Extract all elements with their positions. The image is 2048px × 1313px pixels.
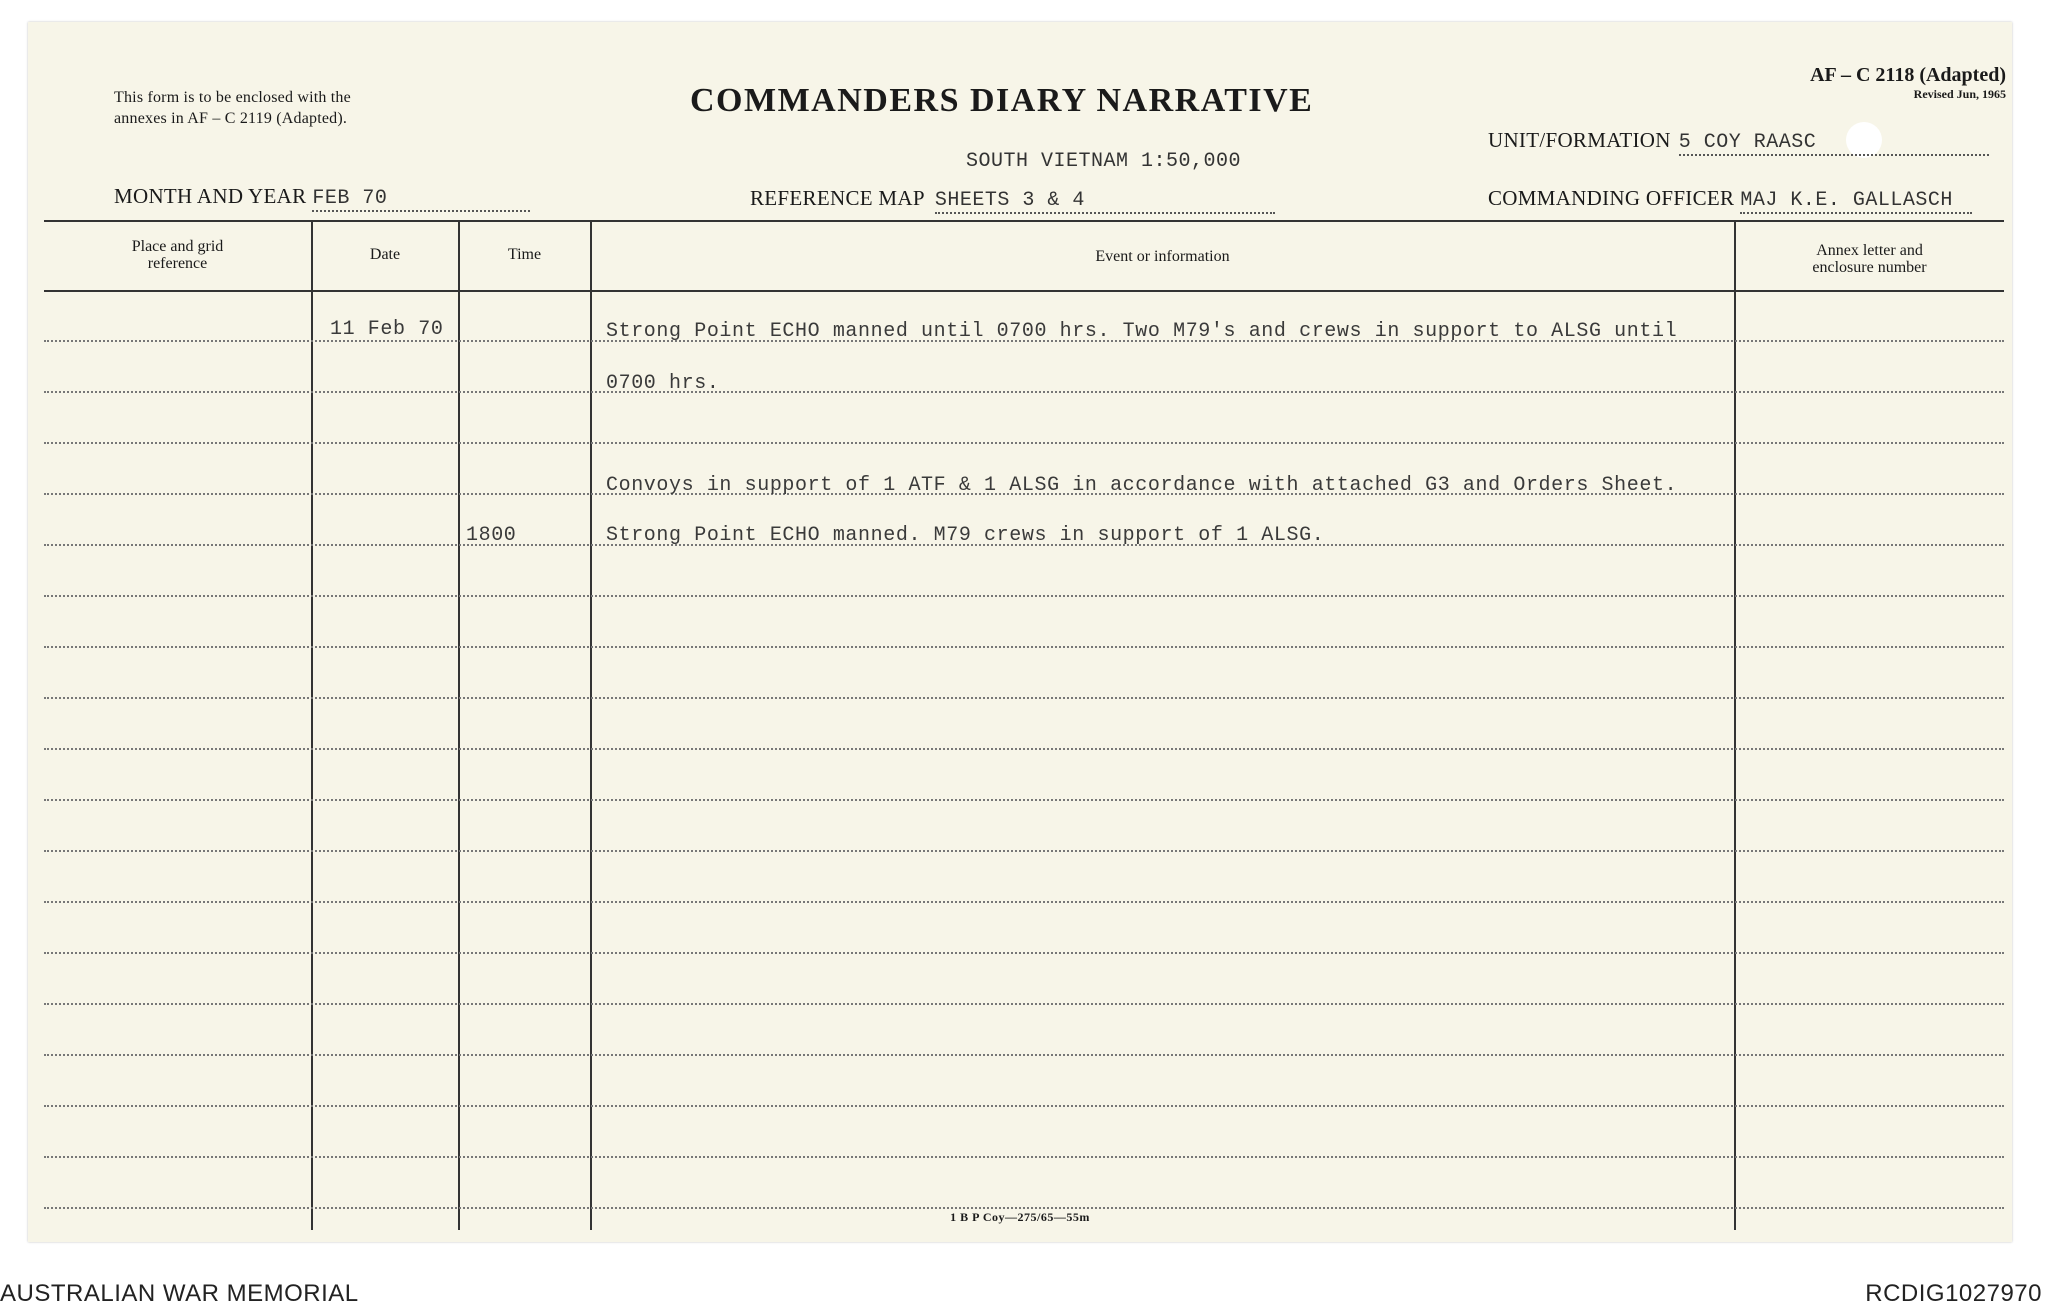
entry-time-4: 1800 [466, 524, 517, 547]
col-header-annex-line2: enclosure number [1812, 259, 1927, 276]
row-rule [44, 850, 2004, 852]
unit-field [1488, 128, 1989, 156]
row-rule [44, 1105, 2004, 1107]
col-header-place [44, 238, 311, 272]
col-header-place-line2: reference [147, 255, 208, 272]
officer-label: COMMANDING OFFICER [1488, 186, 1735, 210]
form-revised: Revised Jun, 1965 [1913, 87, 2006, 101]
table-top-border [44, 220, 2004, 222]
row-rule [44, 1003, 2004, 1005]
form-note [114, 87, 351, 129]
entry-line-2: 0700 hrs. [606, 372, 720, 395]
column-divider-time [458, 220, 460, 1230]
month-year-field [114, 184, 530, 212]
month-year-value: FEB 70 [312, 187, 530, 212]
table-header-border [44, 290, 2004, 292]
row-rule [44, 391, 2004, 393]
row-rule [44, 799, 2004, 801]
row-rule [44, 595, 2004, 597]
officer-field [1488, 186, 1972, 214]
row-rule [44, 1054, 2004, 1056]
month-year-label: MONTH AND YEAR [114, 184, 307, 208]
form-footer: 1 B P Coy—275/65—55m [950, 1210, 1090, 1224]
column-divider-date [311, 220, 313, 1230]
col-header-date: Date [369, 246, 401, 263]
reference-map-line1: SOUTH VIETNAM 1:50,000 [966, 150, 1242, 173]
entry-date-1: 11 Feb 70 [330, 318, 444, 341]
col-header-annex [1735, 242, 2004, 276]
row-rule [44, 1207, 2004, 1209]
col-header-event: Event or information [1095, 248, 1230, 265]
reference-map-label: REFERENCE MAP [750, 186, 925, 210]
reference-map-line2: SHEETS 3 & 4 [935, 189, 1275, 214]
form-number-block [1810, 64, 2006, 102]
row-rule [44, 442, 2004, 444]
col-header-annex-line1: Annex letter and [1816, 242, 1923, 259]
row-rule [44, 646, 2004, 648]
reference-map-field [750, 186, 1275, 214]
unit-label: UNIT/FORMATION [1488, 128, 1671, 152]
entry-line-4: Strong Point ECHO manned. M79 crews in support of 1 ALSG. [606, 524, 1325, 547]
row-rule [44, 1156, 2004, 1158]
entry-line-1: Strong Point ECHO manned until 0700 hrs. Two M79's and crews in support to ALSG until [606, 320, 1678, 343]
caption-right: RCDIG1027970 [1865, 1280, 2042, 1307]
row-rule [44, 748, 2004, 750]
unit-value: 5 COY RAASC [1679, 131, 1989, 156]
form-number: AF – C 2118 (Adapted) [1810, 64, 2006, 86]
entry-line-3: Convoys in support of 1 ATF & 1 ALSG in accordance with attached G3 and Orders Sheet. [606, 474, 1678, 497]
col-header-time: Time [507, 246, 542, 263]
form-note-line2: annexes in AF – C 2119 (Adapted). [114, 110, 348, 127]
officer-value: MAJ K.E. GALLASCH [1740, 189, 1972, 214]
row-rule [44, 901, 2004, 903]
form-title: COMMANDERS DIARY NARRATIVE [690, 82, 1314, 119]
caption-left: AUSTRALIAN WAR MEMORIAL [0, 1280, 359, 1307]
column-divider-annex [1734, 220, 1736, 1230]
row-rule [44, 952, 2004, 954]
column-divider-event [590, 220, 592, 1230]
form-note-line1: This form is to be enclosed with the [114, 89, 351, 106]
row-rule [44, 697, 2004, 699]
col-header-place-line1: Place and grid [131, 238, 224, 255]
diary-form-sheet [28, 22, 2012, 1242]
